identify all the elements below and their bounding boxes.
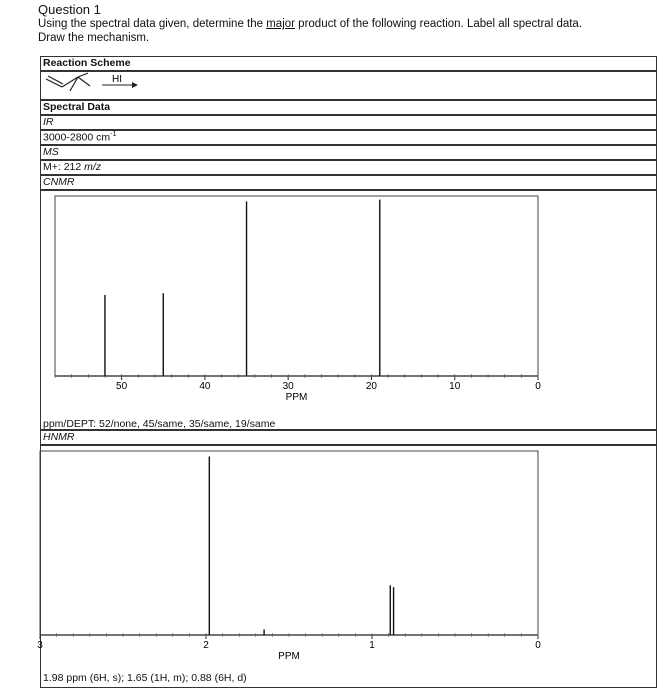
- reaction-scheme-header-box: [40, 56, 657, 71]
- cnmr-spectrum: [40, 190, 657, 410]
- question-line1-pre: Using the spectral data given, determine the: [38, 18, 267, 30]
- ir-value-box: [40, 130, 657, 145]
- plot-frame: [40, 451, 538, 635]
- x-tick-label: 2: [203, 640, 209, 651]
- x-tick-label: 40: [199, 381, 211, 392]
- cnmr-label: CNMR: [43, 176, 75, 188]
- hnmr-peaks: 1.98 ppm (6H, s); 1.65 (1H, m); 0.88 (6H, d): [43, 672, 247, 684]
- x-axis-title: PPM: [278, 651, 300, 662]
- ir-value-text: 3000-2800 cm: [43, 131, 111, 144]
- ir-label: IR: [43, 116, 54, 128]
- question-line1-post: product of the following reaction. Label all spectral data.: [294, 18, 583, 30]
- reagent-label: HI: [112, 74, 122, 85]
- x-tick-label: 20: [365, 381, 378, 392]
- hnmr-label: HNMR: [43, 431, 75, 443]
- x-tick-label: 30: [282, 381, 294, 392]
- ms-value: [43, 161, 101, 173]
- ms-label: MS: [43, 146, 59, 158]
- reaction-scheme-header: Reaction Scheme: [43, 57, 131, 69]
- question-text: [38, 17, 658, 45]
- ms-value-box: [40, 160, 657, 175]
- alkene-structure: [46, 73, 90, 91]
- ir-label-box: [40, 115, 657, 130]
- x-tick-label: 0: [535, 381, 541, 392]
- reaction-arrowhead: [132, 82, 138, 88]
- x-tick-label: 1: [369, 640, 375, 651]
- x-axis-title: PPM: [285, 392, 308, 403]
- ms-label-box: [40, 145, 657, 160]
- plot-frame: [55, 196, 538, 376]
- cnmr-dept: ppm/DEPT: 52/none, 45/same, 35/same, 19/same: [43, 418, 276, 430]
- reaction-scheme-drawing: [40, 71, 160, 100]
- spectral-data-header: Spectral Data: [43, 101, 111, 113]
- question-title: Question 1: [38, 2, 101, 17]
- ms-value-text: M+: 212: [43, 161, 85, 173]
- major-emphasis: major: [266, 18, 295, 30]
- cnmr-label-box: [40, 175, 657, 190]
- x-tick-label: 0: [535, 640, 541, 651]
- ir-unit-superscript: -1: [110, 131, 117, 138]
- x-tick-label: 50: [116, 381, 128, 392]
- spectral-data-header-box: [40, 100, 657, 115]
- hnmr-spectrum: [37, 445, 657, 667]
- ms-value-unit: m/z: [84, 161, 102, 173]
- x-tick-label: 3: [37, 640, 43, 651]
- hnmr-label-box: [40, 430, 657, 445]
- ir-value: [43, 131, 116, 144]
- question-line2: Draw the mechanism.: [38, 32, 150, 44]
- x-tick-label: 10: [449, 381, 461, 392]
